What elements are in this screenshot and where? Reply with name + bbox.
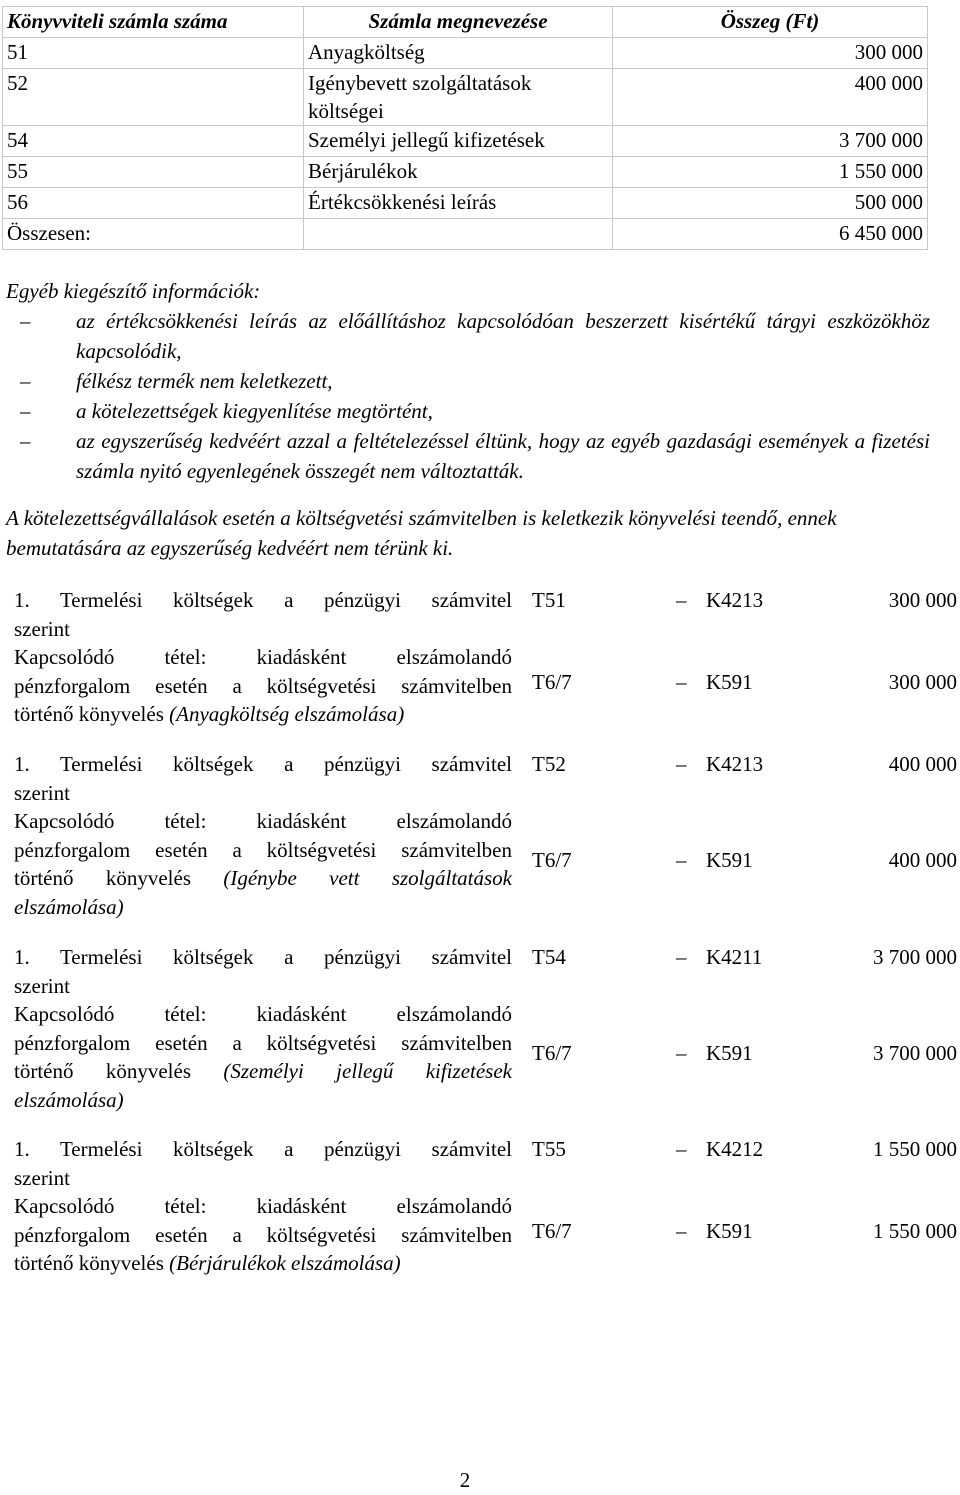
debit-account: T6/7 bbox=[532, 1041, 572, 1065]
posting-amount: 3 700 000 bbox=[873, 1041, 957, 1065]
entry-description bbox=[14, 1135, 512, 1278]
debit-account: T55 bbox=[532, 1137, 566, 1161]
table-total-row bbox=[3, 219, 928, 250]
posting-dash: – bbox=[676, 1219, 687, 1243]
table-row bbox=[3, 157, 928, 188]
entry-italic-line: elszámolása) bbox=[14, 894, 124, 919]
entry-italic-text: (Anyagköltség elszámolása) bbox=[169, 702, 405, 726]
account-name: Személyi jellegű kifizetések bbox=[304, 126, 613, 157]
entry-line: pénzforgalom esetén a költségvetési számvitelben bbox=[14, 837, 512, 862]
posting-amount: 3 700 000 bbox=[873, 945, 957, 969]
entry-line bbox=[14, 1249, 512, 1278]
entry-line: Kapcsolódó tétel: kiadásként elszámolandó bbox=[14, 1002, 512, 1026]
account-amount: 1 550 000 bbox=[613, 157, 928, 188]
credit-account: K4213 bbox=[706, 588, 764, 612]
entry-line bbox=[14, 1057, 512, 1086]
entry-line: 1. Termelési költségek a pénzügyi számvitel bbox=[14, 588, 512, 612]
account-amount: 400 000 bbox=[613, 69, 928, 126]
debit-account: T51 bbox=[532, 588, 566, 612]
posting-dash: – bbox=[676, 945, 687, 969]
account-name: Anyagköltség bbox=[304, 38, 613, 69]
account-code: 55 bbox=[3, 157, 304, 188]
additional-info-heading: Egyéb kiegészítő információk: bbox=[6, 279, 261, 303]
entry-line: Kapcsolódó tétel: kiadásként elszámolandó bbox=[14, 1194, 512, 1218]
total-label: Összesen: bbox=[3, 219, 304, 250]
entry-description bbox=[14, 943, 512, 1114]
info-bullet: – az egyszerűség kedvéért azzal a feltételezéssel éltünk, hogy az egyéb gazdasági események a fizetési számla nyitó egyenlegének összegét nem változtatták. bbox=[6, 426, 930, 486]
entry-text: történő könyvelés bbox=[14, 702, 170, 726]
total-empty-cell bbox=[304, 219, 613, 250]
info-bullet: – félkész termék nem keletkezett, bbox=[6, 366, 930, 396]
posting-dash: – bbox=[676, 1137, 687, 1161]
credit-account: K4212 bbox=[706, 1137, 764, 1161]
table-row bbox=[3, 69, 928, 126]
account-code: 56 bbox=[3, 188, 304, 219]
table-row bbox=[3, 188, 928, 219]
entry-line: 1. Termelési költségek a pénzügyi számvitel bbox=[14, 945, 512, 969]
entry-italic-text: (Személyi jellegű kifizetések bbox=[223, 1059, 512, 1083]
column-header-account-number: Könyvviteli számla száma bbox=[3, 7, 304, 38]
posting-amount: 300 000 bbox=[888, 588, 957, 612]
account-code: 52 bbox=[3, 69, 304, 126]
table-header-row bbox=[3, 7, 928, 38]
posting-dash: – bbox=[676, 752, 687, 776]
debit-account: T6/7 bbox=[532, 848, 572, 872]
account-amount: 3 700 000 bbox=[613, 126, 928, 157]
entry-line: 1. Termelési költségek a pénzügyi számvitel bbox=[14, 1137, 512, 1161]
entry-line bbox=[14, 700, 512, 729]
posting-amount: 300 000 bbox=[888, 670, 957, 694]
credit-account: K591 bbox=[706, 1041, 753, 1065]
entry-text: történő könyvelés bbox=[14, 1059, 224, 1083]
posting-dash: – bbox=[676, 588, 687, 612]
entry-description bbox=[14, 750, 512, 921]
column-header-account-name: Számla megnevezése bbox=[304, 7, 613, 38]
credit-account: K4213 bbox=[706, 752, 764, 776]
entry-italic-line: elszámolása) bbox=[14, 1087, 124, 1112]
entry-line: szerint bbox=[14, 616, 70, 641]
entry-line: Kapcsolódó tétel: kiadásként elszámolandó bbox=[14, 645, 512, 669]
entry-italic-text: (Bérjárulékok elszámolása) bbox=[169, 1251, 401, 1275]
posting-amount: 1 550 000 bbox=[873, 1137, 957, 1161]
credit-account: K591 bbox=[706, 848, 753, 872]
entry-line: szerint bbox=[14, 780, 70, 805]
account-name: Igénybevett szolgáltatások költségei bbox=[304, 69, 613, 126]
account-amount: 500 000 bbox=[613, 188, 928, 219]
debit-account: T52 bbox=[532, 752, 566, 776]
entry-line: Kapcsolódó tétel: kiadásként elszámolandó bbox=[14, 809, 512, 833]
column-header-amount: Összeg (Ft) bbox=[613, 7, 928, 38]
credit-account: K4211 bbox=[706, 945, 763, 969]
posting-amount: 1 550 000 bbox=[873, 1219, 957, 1243]
entry-line: 1. Termelési költségek a pénzügyi számvitel bbox=[14, 752, 512, 776]
debit-account: T54 bbox=[532, 945, 566, 969]
posting-amount: 400 000 bbox=[888, 848, 957, 872]
table-row bbox=[3, 38, 928, 69]
entry-text: történő könyvelés bbox=[14, 1251, 170, 1275]
account-name: Bérjárulékok bbox=[304, 157, 613, 188]
account-name: Értékcsökkenési leírás bbox=[304, 188, 613, 219]
debit-account: T6/7 bbox=[532, 670, 572, 694]
entry-line bbox=[14, 864, 512, 893]
info-bullet: – az értékcsökkenési leírás az előállításhoz kapcsolódóan beszerzett kisértékű tárgyi eszközökhöz kapcsolódik, bbox=[6, 306, 930, 366]
entry-line: pénzforgalom esetén a költségvetési számvitelben bbox=[14, 673, 512, 698]
entry-text: történő könyvelés bbox=[14, 866, 224, 890]
account-code: 51 bbox=[3, 38, 304, 69]
entry-italic-text: (Igénybe vett szolgáltatások bbox=[223, 866, 512, 890]
commitment-paragraph: A kötelezettségvállalások esetén a költségvetési számvitelben is keletkezik könyvelési teendő, ennek bemutatására az egyszerűség kedvéért nem térünk ki. bbox=[6, 506, 837, 560]
posting-dash: – bbox=[676, 848, 687, 872]
total-amount: 6 450 000 bbox=[613, 219, 928, 250]
page-number: 2 bbox=[459, 1468, 471, 1492]
entry-description bbox=[14, 586, 512, 729]
entry-line: szerint bbox=[14, 973, 70, 998]
info-bullet: – a kötelezettségek kiegyenlítése megtörtént, bbox=[6, 396, 930, 426]
credit-account: K591 bbox=[706, 1219, 753, 1243]
credit-account: K591 bbox=[706, 670, 753, 694]
debit-account: T6/7 bbox=[532, 1219, 572, 1243]
entry-line: pénzforgalom esetén a költségvetési számvitelben bbox=[14, 1030, 512, 1055]
entry-line: pénzforgalom esetén a költségvetési számvitelben bbox=[14, 1222, 512, 1247]
posting-amount: 400 000 bbox=[888, 752, 957, 776]
account-amount: 300 000 bbox=[613, 38, 928, 69]
posting-dash: – bbox=[676, 1041, 687, 1065]
accounts-table bbox=[2, 6, 928, 250]
additional-info-section bbox=[6, 276, 930, 486]
entry-line: szerint bbox=[14, 1165, 70, 1190]
account-code: 54 bbox=[3, 126, 304, 157]
posting-dash: – bbox=[676, 670, 687, 694]
table-row bbox=[3, 126, 928, 157]
